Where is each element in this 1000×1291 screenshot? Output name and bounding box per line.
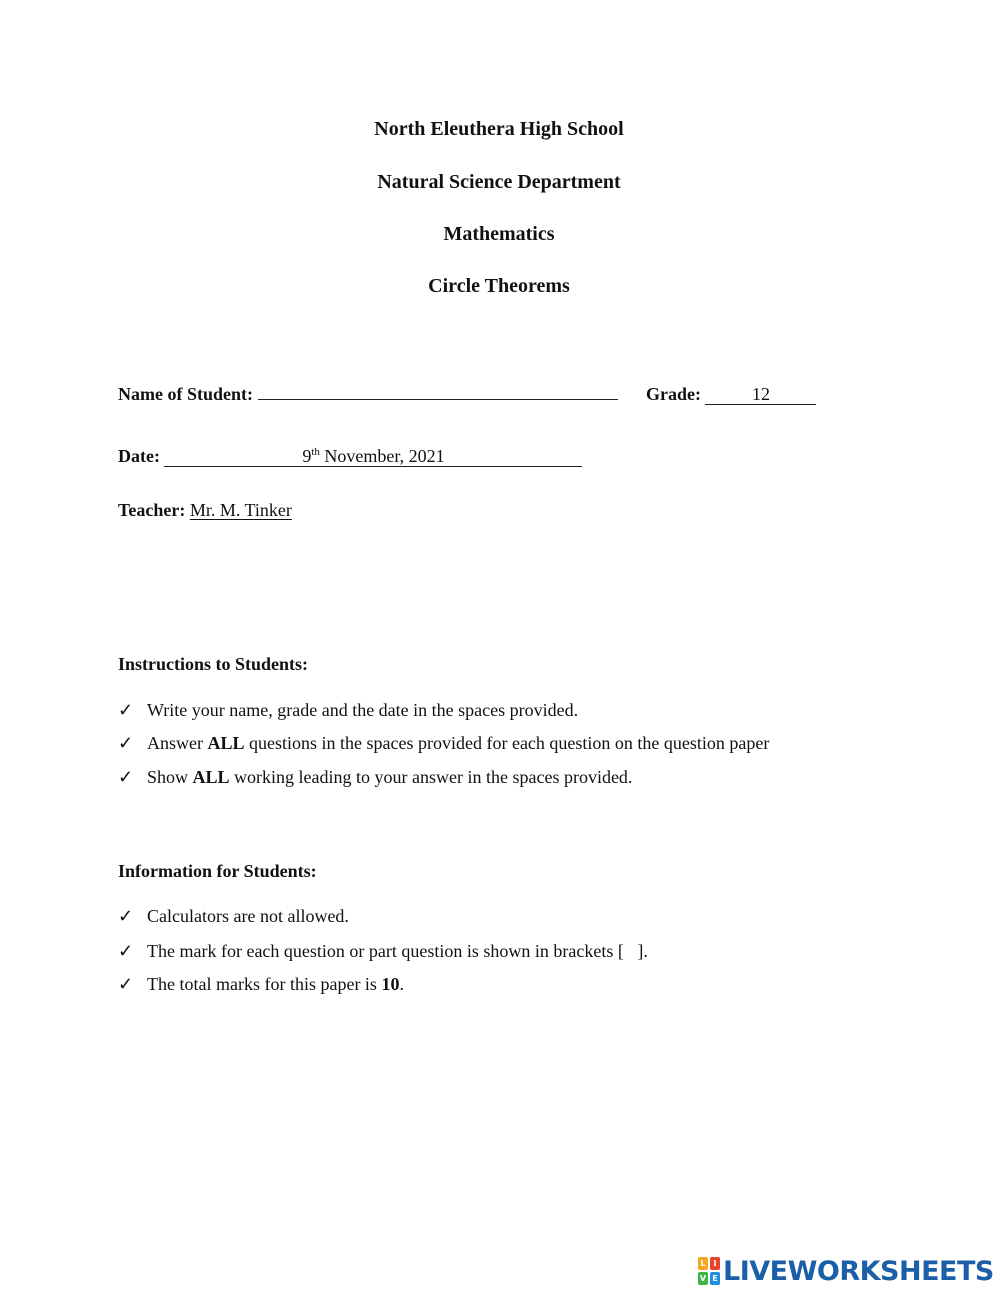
check-icon: ✓: [118, 767, 134, 787]
date-day: 9: [302, 446, 312, 466]
student-name-field[interactable]: [258, 399, 618, 400]
instruction-item: ✓ Show ALL working leading to your answer in the spaces provided.: [118, 767, 633, 787]
information-heading: Information for Students:: [118, 861, 317, 881]
instructions-heading: Instructions to Students:: [118, 654, 309, 674]
liveworksheets-logo[interactable]: [698, 1256, 994, 1286]
information-item: ✓ The total marks for this paper is 10.: [118, 974, 404, 994]
check-icon: ✓: [118, 733, 134, 753]
logo-icon: L I V E: [698, 1257, 720, 1285]
logo-text: LIVEWORKSHEETS: [723, 1255, 994, 1287]
student-name-row: [118, 384, 618, 405]
check-icon: ✓: [118, 700, 134, 720]
date-suffix: th: [311, 446, 320, 458]
grade-label: Grade:: [646, 384, 701, 404]
information-item: ✓ The mark for each question or part question is shown in brackets [ ].: [118, 941, 648, 961]
teacher-name: Mr. M. Tinker: [189, 500, 292, 520]
school-name: North Eleuthera High School: [374, 118, 624, 140]
information-item: ✓ Calculators are not allowed.: [118, 906, 349, 926]
check-icon: ✓: [118, 941, 134, 961]
grade-field[interactable]: 12: [705, 384, 816, 405]
grade-row: [646, 384, 816, 405]
instruction-item: ✓ Answer ALL questions in the spaces provided for each question on the question paper: [118, 733, 770, 753]
teacher-row: [118, 500, 292, 521]
date-field[interactable]: [164, 442, 582, 467]
teacher-label: Teacher:: [118, 500, 186, 520]
check-icon: ✓: [118, 906, 134, 926]
topic-title: Circle Theorems: [428, 275, 570, 297]
instruction-item: ✓ Write your name, grade and the date in the spaces provided.: [118, 700, 579, 720]
student-name-label: Name of Student:: [118, 384, 253, 404]
date-label: Date:: [118, 446, 160, 466]
subject-name: Mathematics: [443, 223, 555, 245]
date-rest: November, 2021: [319, 446, 445, 466]
date-row: [118, 442, 582, 467]
check-icon: ✓: [118, 974, 134, 994]
department-name: Natural Science Department: [377, 171, 621, 193]
